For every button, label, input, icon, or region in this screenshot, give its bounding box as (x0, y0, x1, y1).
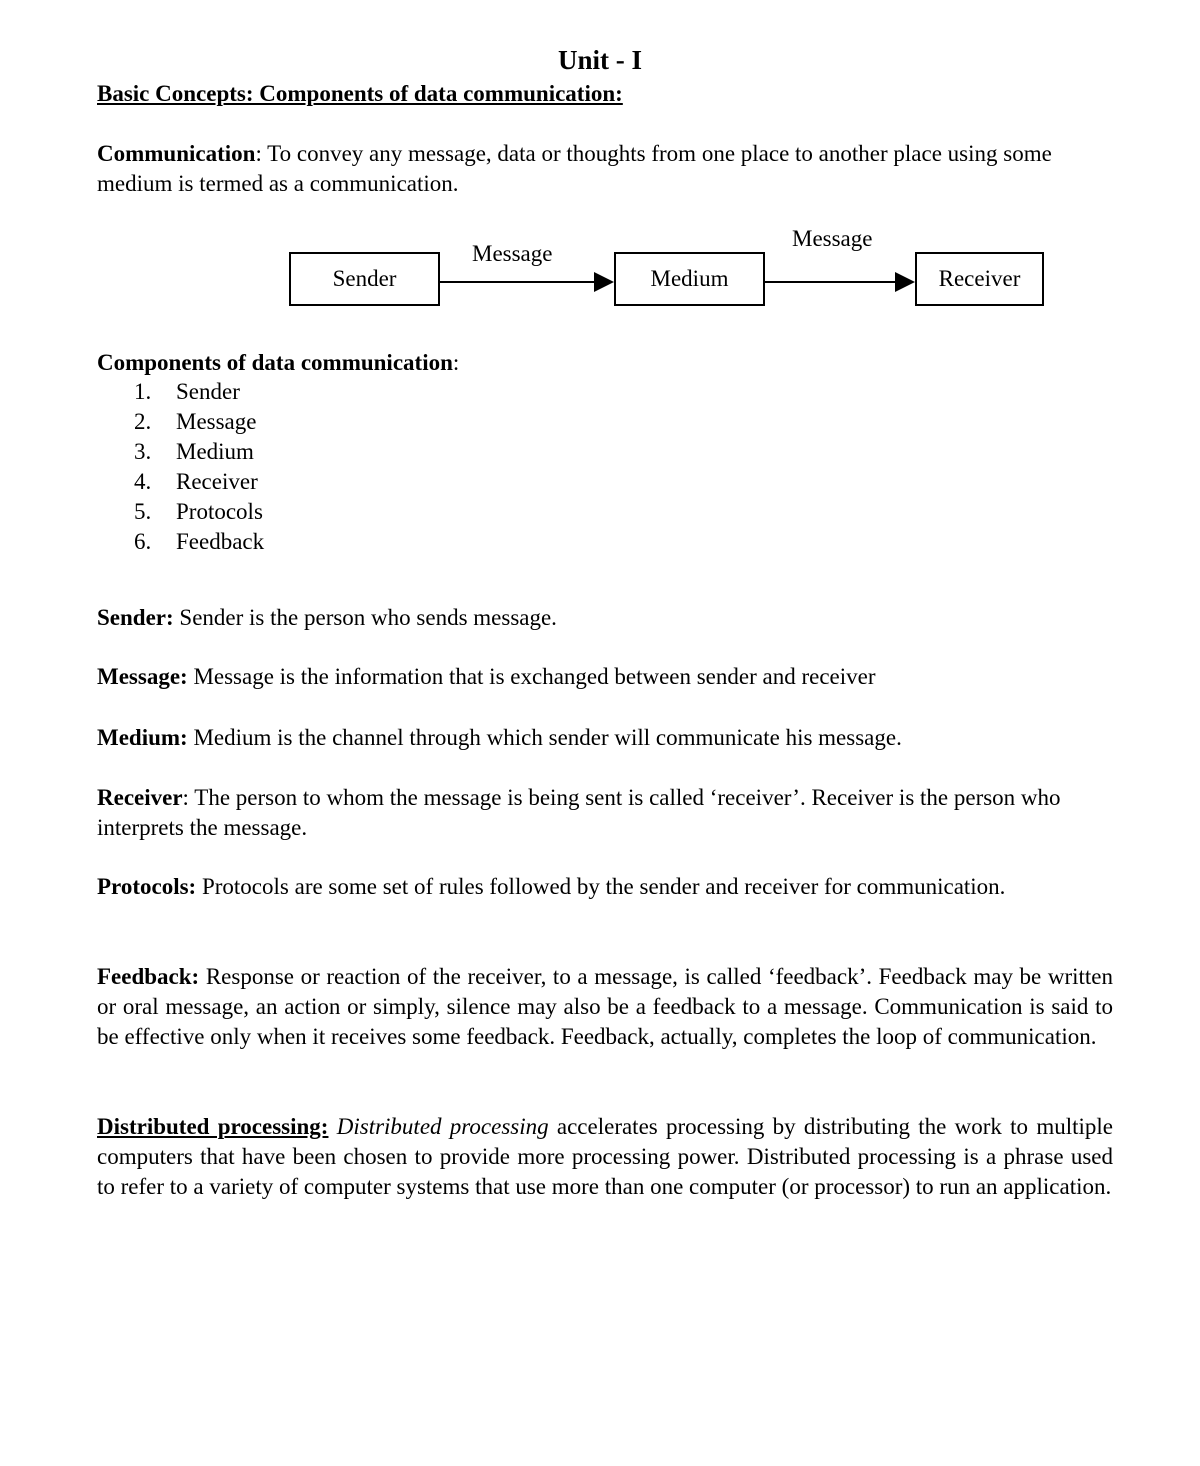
communication-definition (97, 139, 1113, 199)
list-item-label: Medium (176, 439, 254, 464)
list-item-number: 3. (134, 439, 152, 464)
sender-box: Sender (289, 252, 440, 306)
list-item-label: Feedback (176, 529, 265, 554)
sender-term: Sender: (97, 605, 174, 630)
sender-definition (97, 603, 1113, 633)
communication-term: Communication (97, 141, 256, 166)
message-label-2: Message (792, 226, 873, 251)
distributed-processing-definition (97, 1112, 1113, 1202)
list-item-number: 2. (134, 409, 152, 434)
receiver-text: : The person to whom the message is being sent is called ‘receiver’. Receiver is the person who interprets the message. (97, 785, 1061, 840)
list-item-label: Sender (176, 379, 240, 404)
medium-term: Medium: (97, 725, 188, 750)
distributed-italic: Distributed processing (336, 1114, 549, 1139)
list-item-label: Receiver (176, 469, 258, 494)
section-heading: Basic Concepts: Components of data communication: (97, 81, 623, 106)
feedback-term: Feedback: (97, 964, 200, 989)
communication-separator: : (255, 141, 262, 166)
message-label-1: Message (472, 241, 553, 266)
protocols-definition (97, 872, 1113, 902)
list-item-number: 6. (134, 529, 152, 554)
list-item (134, 377, 264, 407)
list-item (134, 497, 264, 527)
list-item-label: Protocols (176, 499, 263, 524)
medium-text: Medium is the channel through which sender will communicate his message. (187, 725, 902, 750)
list-item-number: 5. (134, 499, 152, 524)
communication-flow-diagram (280, 222, 1060, 314)
page-title: Unit - I (557, 45, 642, 75)
message-term: Message: (97, 664, 188, 689)
list-item (134, 437, 264, 467)
sender-text: Sender is the person who sends message. (173, 605, 557, 630)
protocols-term: Protocols: (97, 874, 197, 899)
components-heading (97, 348, 459, 378)
list-item-number: 1. (134, 379, 152, 404)
message-text: Message is the information that is exchanged between sender and receiver (187, 664, 876, 689)
receiver-definition (97, 783, 1113, 843)
distributed-term: Distributed processing: (97, 1114, 329, 1139)
feedback-definition (97, 962, 1113, 1052)
list-item-label: Message (176, 409, 257, 434)
communication-text: To convey any message, data or thoughts from one place to another place using some medium is termed as a communication. (97, 141, 1052, 196)
feedback-text: Response or reaction of the receiver, to a message, is called ‘feedback’. Feedback may be written or oral message, an action or simply, silence may also be a feedback to a message. Communication is said to be effective only when it receives some feedback. Feedback, actually, completes the loop of communication. (97, 964, 1113, 1049)
list-item-number: 4. (134, 469, 152, 494)
receiver-box: Receiver (915, 252, 1044, 306)
medium-box: Medium (614, 252, 765, 306)
receiver-term: Receiver (97, 785, 183, 810)
list-item (134, 407, 264, 437)
components-heading-sep: : (452, 350, 460, 375)
components-heading-text: Components of data communication (97, 350, 453, 375)
components-list (134, 377, 264, 557)
list-item (134, 467, 264, 497)
medium-definition (97, 723, 1113, 753)
protocols-text: Protocols are some set of rules followed by the sender and receiver for communication. (196, 874, 1006, 899)
message-definition (97, 662, 1113, 692)
distributed-text: accelerates processing by distributing the work to multiple computers that have been chosen to provide more processing power. Distributed processing is a phrase used to refer to a variety of computer systems that use more than one computer (or processor) to run an application. (97, 1114, 1113, 1199)
list-item (134, 527, 264, 557)
